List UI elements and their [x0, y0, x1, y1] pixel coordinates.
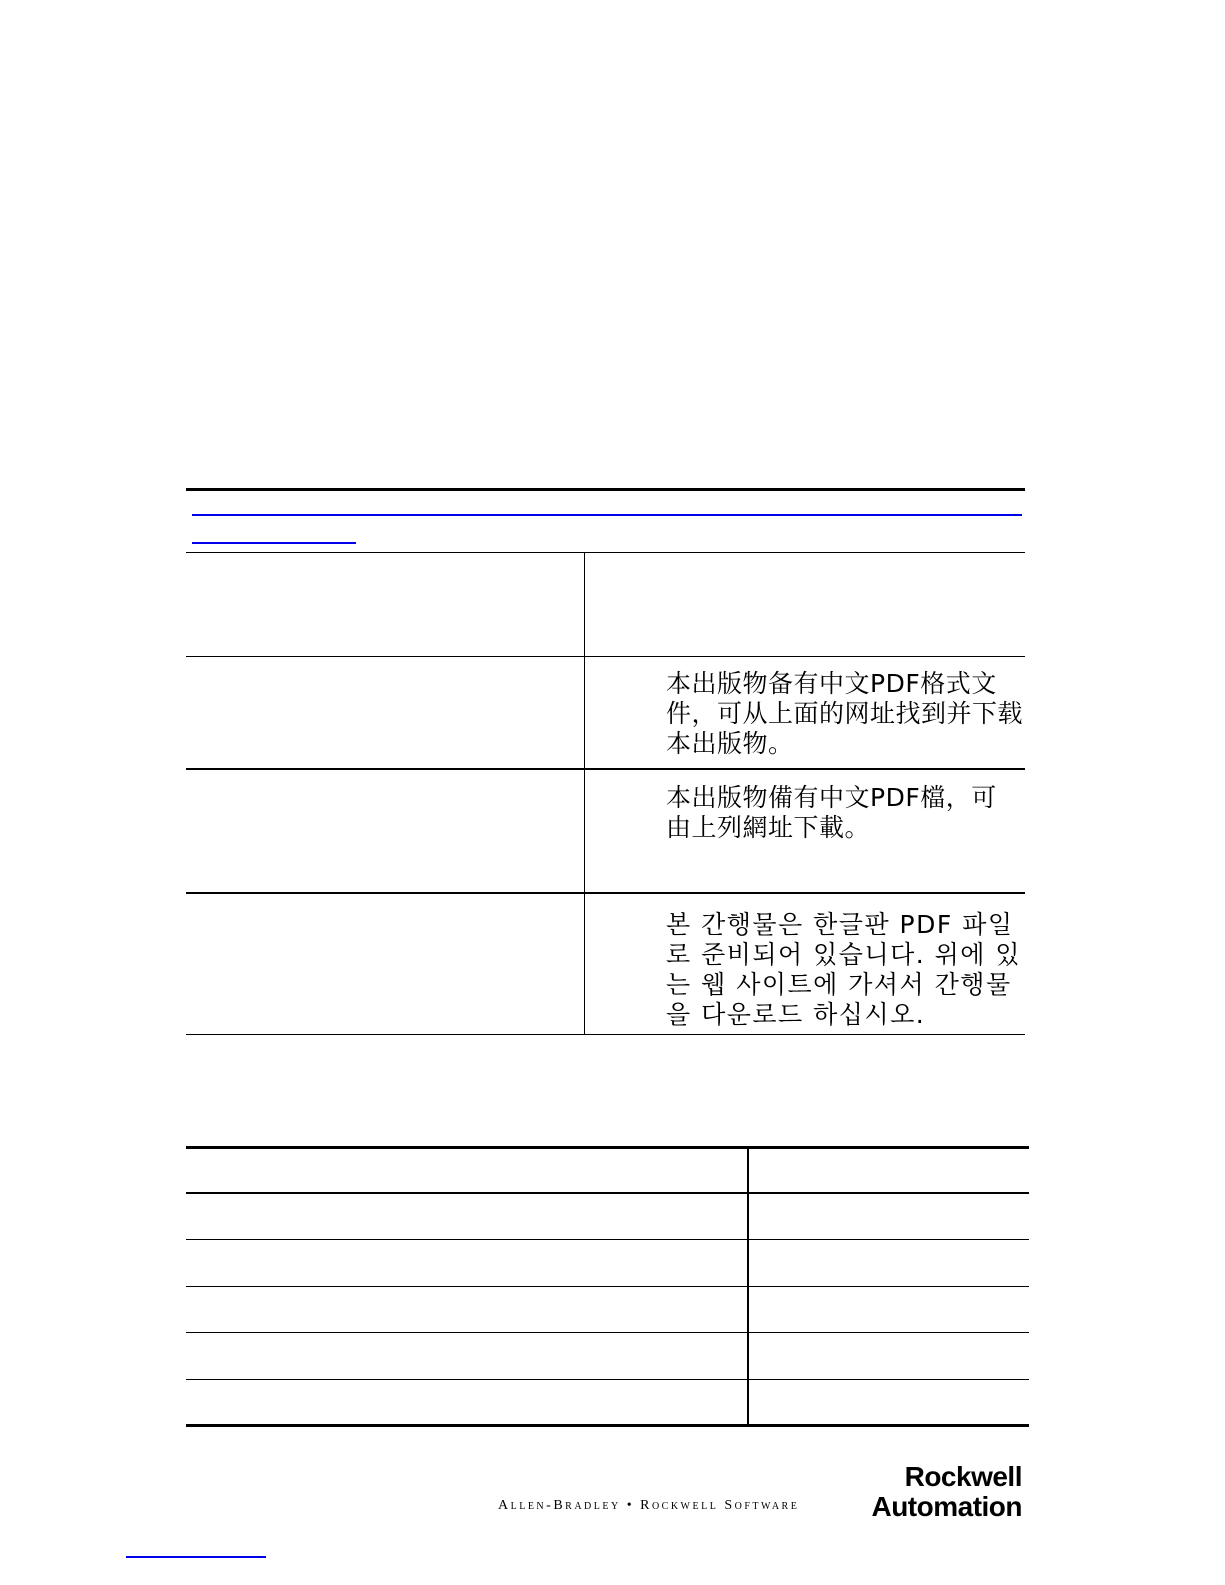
notice-traditional-chinese: 本出版物備有中文PDF檔，可由上列網址下載。 [666, 783, 997, 842]
logo-rockwell: Rockwell [904, 1461, 1022, 1492]
table-row-divider [186, 892, 1025, 894]
bottom-table-column-divider [747, 1148, 749, 1425]
table-bottom-rule [186, 1034, 1025, 1035]
bottom-table-row-divider [186, 1286, 1029, 1287]
table-row-divider [186, 656, 1025, 657]
link-underline[interactable] [192, 514, 1022, 516]
bottom-table-bottom-rule [186, 1424, 1029, 1427]
bottom-table-row-divider [186, 1379, 1029, 1380]
bottom-table-top-rule [186, 1146, 1029, 1149]
bottom-table-row-divider [186, 1239, 1029, 1240]
notice-simplified-chinese: 本出版物备有中文PDF格式文件，可从上面的网址找到并下载本出版物。 [666, 669, 1024, 758]
table-row-empty [186, 553, 1025, 656]
rockwell-automation-logo [822, 1462, 1022, 1520]
table-row-divider [186, 768, 1025, 770]
bottom-table-header-rule [186, 1192, 1029, 1194]
brand-line: Allen-Bradley • Rockwell Software [498, 1498, 800, 1513]
link-underline-short[interactable] [192, 542, 356, 544]
footer-link-underline[interactable] [126, 1556, 266, 1558]
bottom-table-row-divider [186, 1332, 1029, 1333]
logo-automation: Automation [871, 1491, 1022, 1522]
notice-korean: 본 간행물은 한글판 PDF 파일로 준비되어 있습니다. 위에 있는 웹 사이트에 가셔서 간행물을 다운로드 하십시오. [666, 910, 1022, 1029]
table-top-rule [186, 488, 1025, 491]
